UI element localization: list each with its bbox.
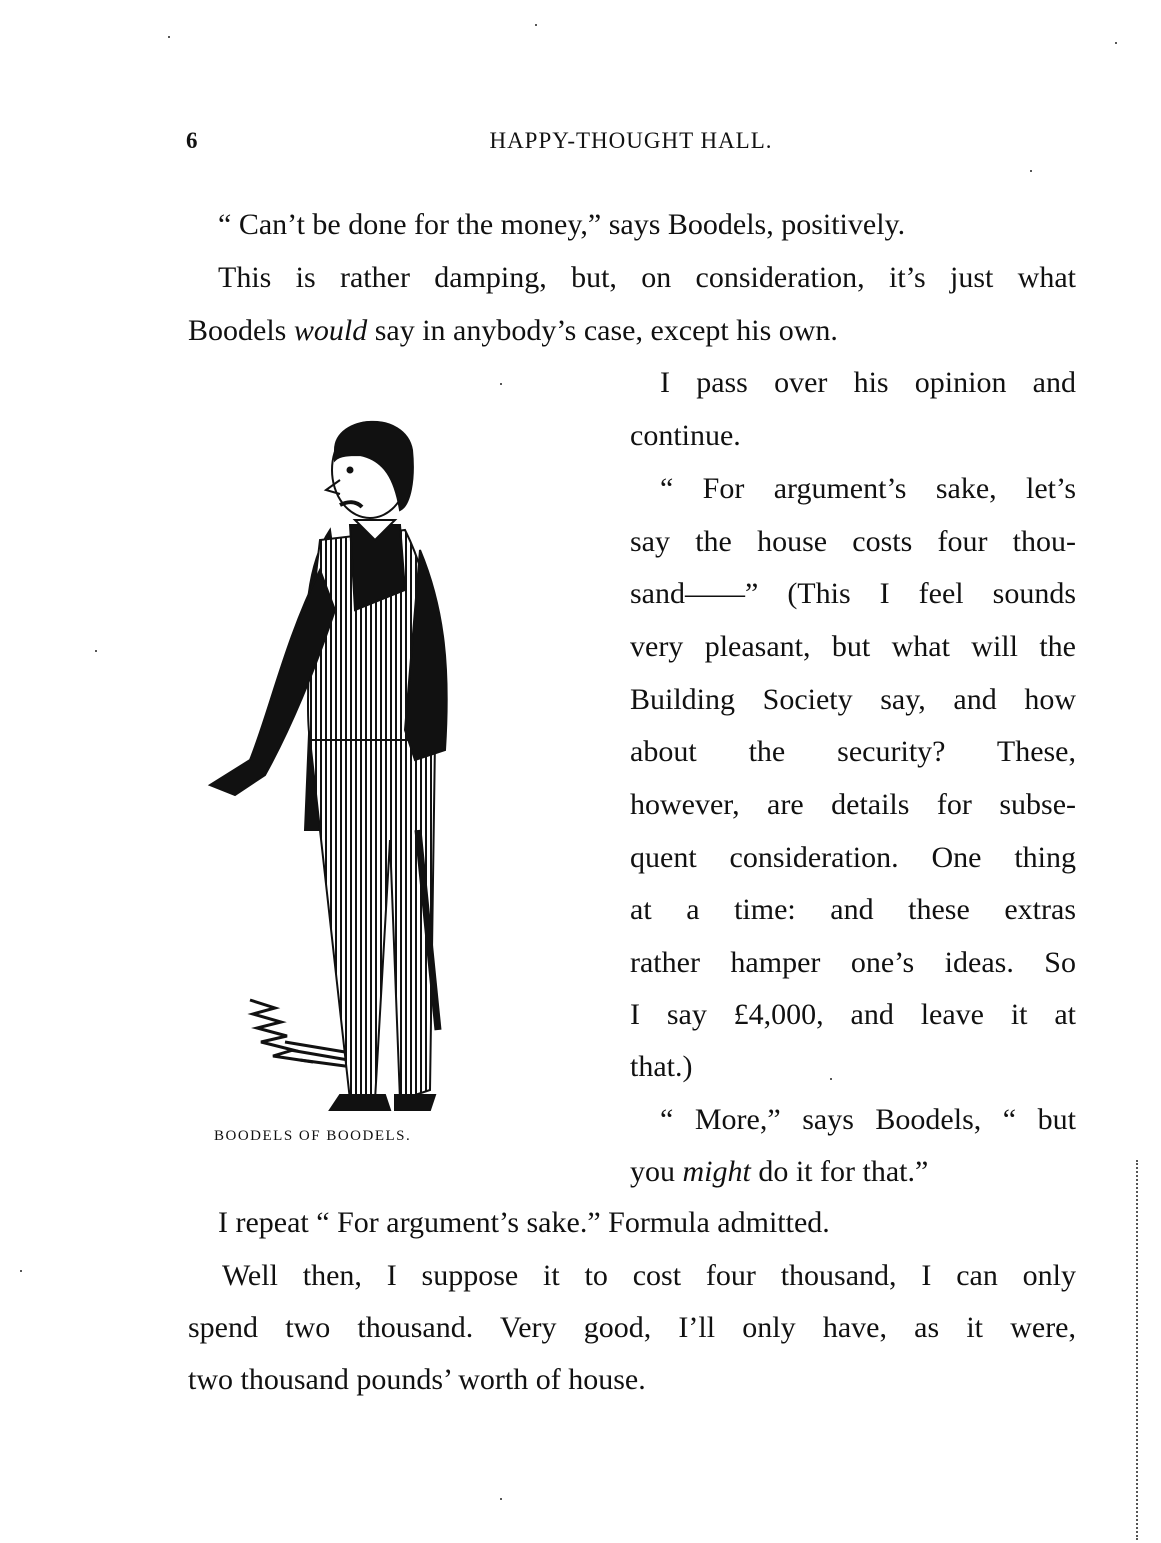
paragraph-line-5: Well then, I suppose it to cost four thousand, I can only bbox=[222, 1259, 1076, 1292]
boodels-illustration bbox=[190, 410, 490, 1120]
text-run: do it for that.” bbox=[750, 1155, 929, 1188]
column-line-5: sand——” (This I feel sounds bbox=[630, 577, 1076, 610]
column-line-13: I say £4,000, and leave it at bbox=[630, 998, 1076, 1031]
page-edge-dots bbox=[1136, 1160, 1139, 1540]
column-line-1: I pass over his opinion and bbox=[660, 366, 1076, 399]
paragraph-line-7: two thousand pounds’ worth of house. bbox=[188, 1363, 646, 1396]
print-speck bbox=[1115, 42, 1117, 44]
figure-body bbox=[210, 520, 447, 1110]
print-speck bbox=[500, 1498, 502, 1500]
paragraph-line-1: “ Can’t be done for the money,” says Boodels, positively. bbox=[218, 208, 906, 241]
column-line-10: quent consideration. One thing bbox=[630, 841, 1076, 874]
column-line-3: “ For argument’s sake, let’s bbox=[660, 472, 1076, 505]
print-speck bbox=[168, 36, 170, 38]
emphasis-would: would bbox=[293, 314, 368, 347]
column-line-7: Building Society say, and how bbox=[630, 683, 1076, 716]
print-speck bbox=[500, 383, 502, 385]
print-speck bbox=[95, 650, 97, 652]
figure-head bbox=[326, 422, 413, 518]
paragraph-line-3 bbox=[188, 311, 1076, 351]
column-line-15: “ More,” says Boodels, “ but bbox=[660, 1103, 1076, 1136]
print-speck bbox=[1030, 170, 1032, 172]
emphasis-might: might bbox=[682, 1155, 751, 1188]
column-line-2: continue. bbox=[630, 419, 741, 452]
print-speck bbox=[20, 1270, 22, 1272]
column-line-4: say the house costs four thou- bbox=[630, 525, 1076, 558]
running-title: HAPPY-THOUGHT HALL. bbox=[489, 128, 773, 153]
paragraph-line-6: spend two thousand. Very good, I’ll only have, as it were, bbox=[188, 1311, 1076, 1344]
text-run: you bbox=[630, 1155, 683, 1188]
page-header bbox=[186, 128, 1076, 160]
column-line-9: however, are details for subse- bbox=[630, 788, 1076, 821]
paragraph-line-4: I repeat “ For argument’s sake.” Formula admitted. bbox=[218, 1206, 830, 1239]
print-speck bbox=[535, 24, 537, 26]
text-run: Boodels bbox=[188, 314, 294, 347]
text-run: say in anybody’s case, except his own. bbox=[367, 314, 838, 347]
column-line-12: rather hamper one’s ideas. So bbox=[630, 946, 1076, 979]
print-speck bbox=[830, 1078, 832, 1080]
page-number: 6 bbox=[186, 128, 198, 153]
column-line-11: at a time: and these extras bbox=[630, 893, 1076, 926]
paragraph-line-2: This is rather damping, but, on consideration, it’s just what bbox=[218, 261, 1076, 294]
column-line-16 bbox=[630, 1152, 1076, 1192]
column-line-8: about the security? These, bbox=[630, 735, 1076, 768]
column-line-6: very pleasant, but what will the bbox=[630, 630, 1076, 663]
column-line-14: that.) bbox=[630, 1050, 693, 1083]
figure-caption: BOODELS OF BOODELS. bbox=[214, 1128, 412, 1144]
